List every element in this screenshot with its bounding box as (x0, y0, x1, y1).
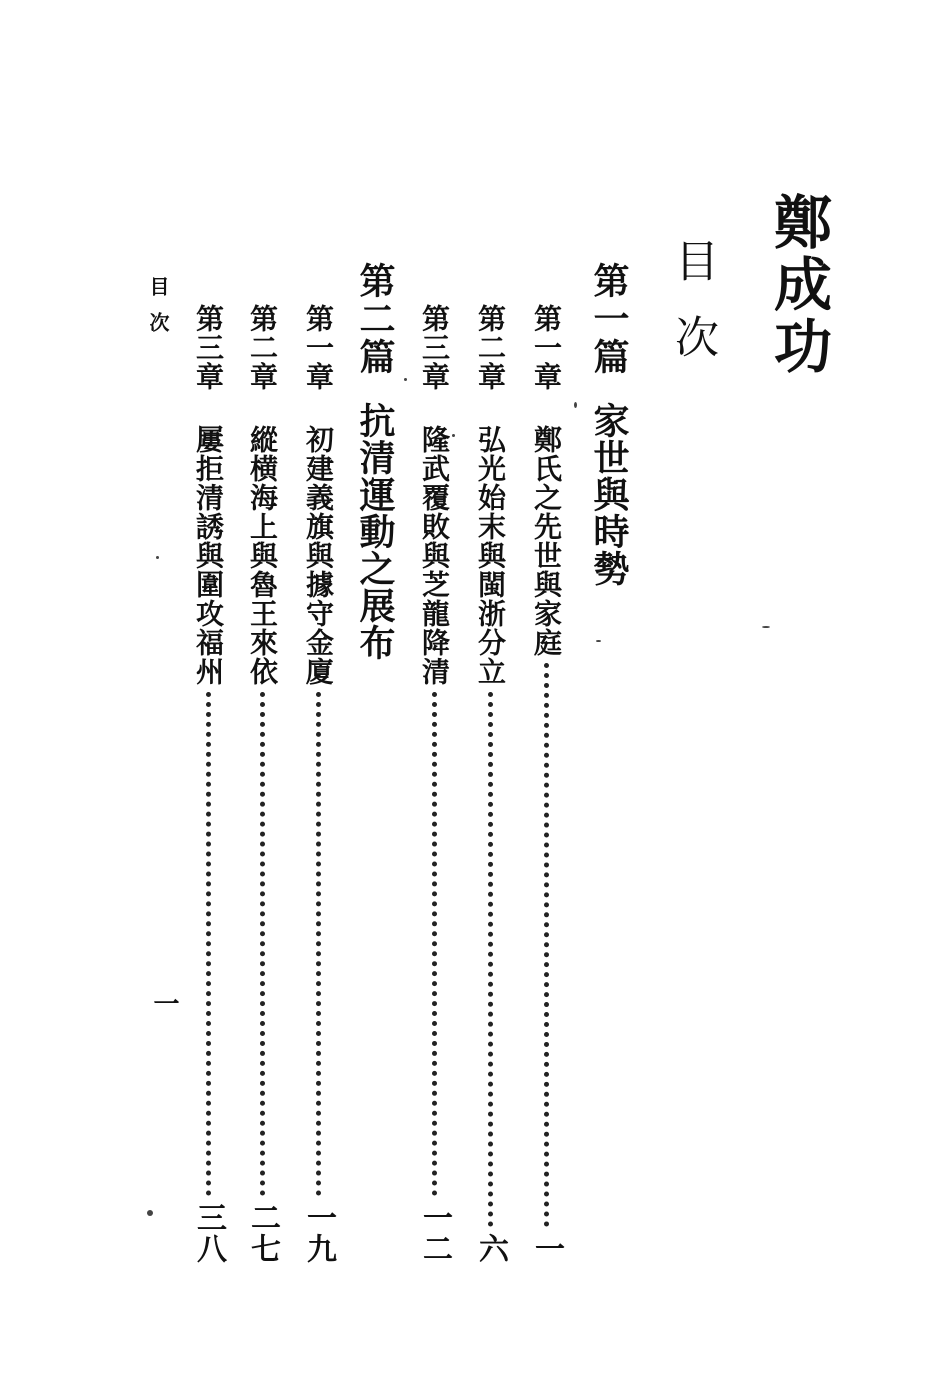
chapter-label: 第二章 (474, 304, 507, 391)
dot-leader (260, 692, 265, 1196)
scan-speck (147, 1210, 153, 1216)
scan-speck (404, 378, 407, 381)
toc-entry[interactable] (524, 304, 568, 1264)
dot-leader (488, 692, 493, 1227)
folio: 一 (149, 990, 179, 1016)
page-number: 一二 (417, 1202, 452, 1264)
chapter-title: 初建義旗與據守金廈 (302, 425, 335, 686)
page-number: 六 (473, 1233, 508, 1264)
chapter-title: 縱横海上與魯王來依 (246, 425, 279, 686)
toc-entry[interactable] (186, 304, 230, 1264)
scan-speck (452, 434, 455, 437)
chapter-label: 第三章 (192, 304, 225, 391)
chapter-title: 弘光始末與閩浙分立 (474, 425, 507, 686)
chapter-label: 第一章 (302, 304, 335, 391)
scan-speck (596, 640, 601, 642)
part-1-heading (584, 262, 635, 587)
page-number: 三八 (191, 1202, 226, 1264)
part-label: 第一篇 (588, 262, 630, 376)
running-head: 目次 (146, 276, 170, 348)
toc-heading: 目次 (667, 238, 718, 390)
chapter-label: 第一章 (530, 304, 563, 391)
dot-leader (206, 692, 211, 1196)
dot-leader (544, 663, 549, 1227)
dot-leader (316, 692, 321, 1196)
chapter-label: 第二章 (246, 304, 279, 391)
chapter-title: 屢拒清誘與圍攻福州 (192, 425, 225, 686)
page-number: 一九 (301, 1202, 336, 1264)
part-2-heading (350, 262, 401, 661)
scan-speck (762, 626, 770, 628)
dot-leader (432, 692, 437, 1196)
toc-entry[interactable] (240, 304, 284, 1264)
part-title: 抗清運動之展布 (354, 402, 396, 661)
page-number: 二七 (245, 1202, 280, 1264)
part-label: 第二篇 (354, 262, 396, 376)
toc-entry[interactable] (412, 304, 456, 1264)
chapter-title: 鄭氏之先世與家庭 (530, 425, 563, 657)
scan-speck (574, 402, 577, 408)
chapter-label: 第三章 (418, 304, 451, 391)
toc-entry[interactable] (468, 304, 512, 1264)
chapter-title: 隆武覆敗與芝龍降清 (418, 425, 451, 686)
part-title: 家世與時勢 (588, 402, 630, 587)
page-number: 一 (529, 1233, 564, 1264)
book-title: 鄭成功 (764, 192, 832, 378)
scan-speck (156, 556, 159, 559)
toc-entry[interactable] (296, 304, 340, 1264)
